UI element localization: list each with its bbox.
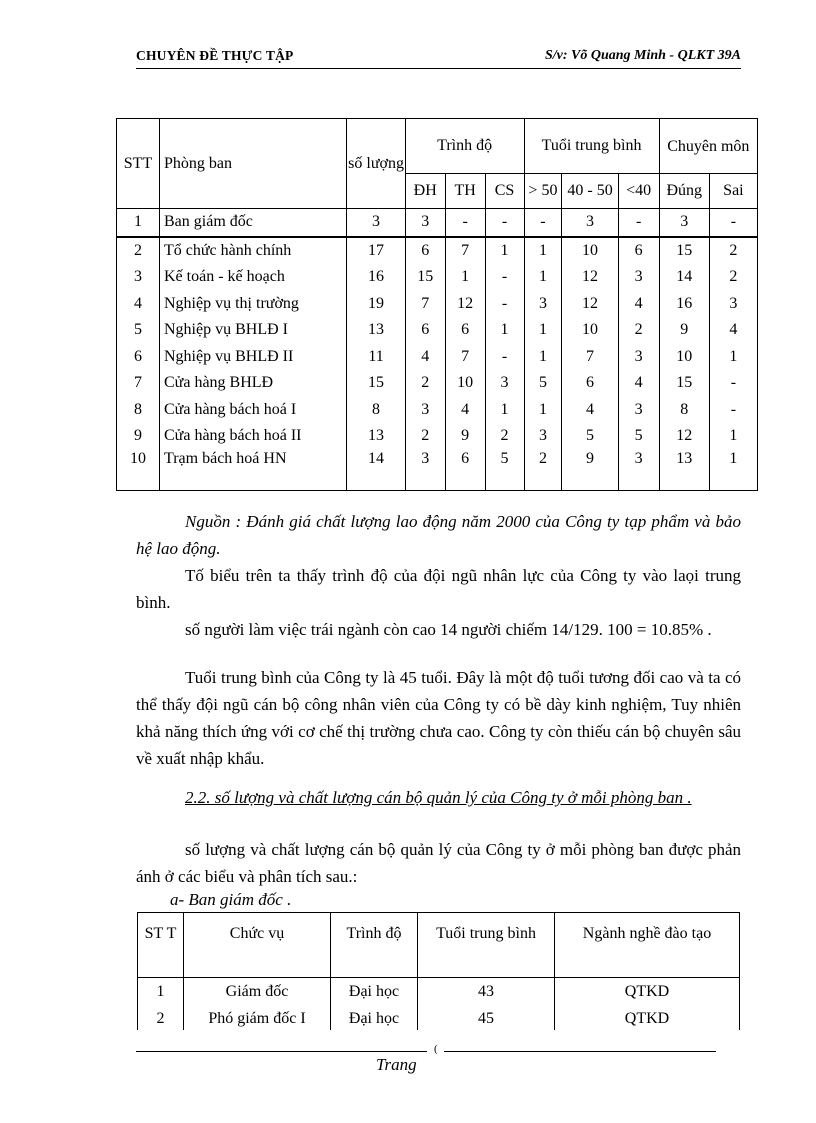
table-cell: 7 (405, 291, 445, 318)
table-cell: 12 (562, 291, 618, 318)
table-cell: 3 (405, 209, 445, 237)
table-row (117, 317, 758, 344)
table-cell: 11 (347, 344, 405, 371)
table-cell: Phó giám đốc I (184, 1005, 331, 1032)
header-trinh-do: Trình độ (405, 119, 524, 174)
table-cell: 3 (524, 291, 562, 318)
table-cell: 15 (659, 237, 709, 265)
header-sai: Sai (709, 174, 757, 209)
table-cell: 5 (117, 317, 160, 344)
table-cell: 1 (485, 397, 524, 424)
table-cell: 2 (405, 370, 445, 397)
table-cell: 6 (562, 370, 618, 397)
table-cell: 1 (524, 264, 562, 291)
table-cell: 1 (485, 317, 524, 344)
page-header (136, 48, 741, 66)
table-cell: 6 (618, 237, 659, 265)
table-cell: Đại học (331, 978, 418, 1006)
header-title: CHUYÊN ĐỀ THỰC TẬP (136, 48, 294, 63)
table-cell: 6 (117, 344, 160, 371)
staff-quality-table (116, 118, 758, 491)
table-cell: 3 (485, 370, 524, 397)
table-cell: 17 (347, 237, 405, 265)
table-cell: 3 (618, 450, 659, 491)
table-row (117, 397, 758, 424)
table-cell: 13 (347, 423, 405, 450)
table-cell: 12 (659, 423, 709, 450)
header-tuoi-tb: Tuổi trung bình (524, 119, 659, 174)
table-cell: 16 (659, 291, 709, 318)
table-cell: - (485, 209, 524, 237)
table-cell: - (485, 344, 524, 371)
header-dh: ĐH (405, 174, 445, 209)
table-row (138, 1005, 740, 1032)
table-cell: - (618, 209, 659, 237)
department-name: Nghiệp vụ BHLĐ I (160, 317, 347, 344)
table-cell: 5 (524, 370, 562, 397)
table-cell: 8 (117, 397, 160, 424)
table-cell: 7 (562, 344, 618, 371)
table-cell: 1 (524, 397, 562, 424)
table-cell: 1 (117, 209, 160, 237)
table-cell: Giám đốc (184, 978, 331, 1006)
table-row (117, 423, 758, 450)
department-name: Cửa hàng BHLĐ (160, 370, 347, 397)
table-cell: 5 (618, 423, 659, 450)
table-cell: 4 (117, 291, 160, 318)
table-row (117, 237, 758, 265)
table-cell: 13 (347, 317, 405, 344)
table-cell: 1 (445, 264, 485, 291)
table-cell: - (709, 209, 757, 237)
table-cell: 9 (659, 317, 709, 344)
department-name: Ban giám đốc (160, 209, 347, 237)
column-header: Chức vụ (184, 913, 331, 978)
table-cell: Đại học (331, 1005, 418, 1032)
table-row (117, 209, 758, 237)
header-40-50: 40 - 50 (562, 174, 618, 209)
table-cell: QTKD (555, 978, 740, 1006)
header-gt50: > 50 (524, 174, 562, 209)
table-row (117, 370, 758, 397)
paragraph-3: Tuổi trung bình của Công ty là 45 tuổi. Đây là một độ tuổi tương đối cao và ta có thể thấy đội ngũ cán bộ công nhân viên của Công ty có bề dày kinh nghiệm, Tuy nhiên khả năng thích ứng với cơ chế thị trường chưa cao. Công ty còn thiếu cán bộ chuyên sâu về xuất nhập khẩu. (136, 668, 741, 768)
column-header: Ngành nghề đào tạo (555, 913, 740, 978)
department-name: Cửa hàng bách hoá II (160, 423, 347, 450)
table-cell: 1 (485, 237, 524, 265)
table-cell: - (445, 209, 485, 237)
table-cell: 2 (618, 317, 659, 344)
table-cell: 4 (709, 317, 757, 344)
table-cell: 2 (709, 264, 757, 291)
header-so-luong: số lượng (347, 119, 405, 209)
table-cell: 43 (418, 978, 555, 1006)
table-cell: 2 (709, 237, 757, 265)
footer-mark: ( (434, 1043, 438, 1055)
department-name: Nghiệp vụ BHLĐ II (160, 344, 347, 371)
header-cs: CS (485, 174, 524, 209)
page-footer: Trang (376, 1055, 417, 1074)
table-cell: 10 (117, 450, 160, 491)
table-cell: 1 (524, 237, 562, 265)
table-cell: 14 (659, 264, 709, 291)
table-cell: 4 (405, 344, 445, 371)
table-cell: 9 (445, 423, 485, 450)
table-cell: 6 (405, 317, 445, 344)
table-cell: 4 (562, 397, 618, 424)
table-cell: 1 (524, 317, 562, 344)
table-cell: 7 (445, 344, 485, 371)
table-cell: 10 (445, 370, 485, 397)
paragraph-1: Tố biểu trên ta thấy trình độ của đội ngũ nhân lực của Công ty vào laọi trung bình. (136, 566, 741, 612)
table-cell: 8 (659, 397, 709, 424)
table-cell: 4 (618, 370, 659, 397)
table-cell: 16 (347, 264, 405, 291)
column-header: ST T (138, 913, 184, 978)
table-cell: 1 (709, 450, 757, 491)
table-row (117, 291, 758, 318)
header-rule (136, 68, 741, 69)
source-note: Nguồn : Đánh giá chất lượng lao động năm 2000 của Công ty tạp phẩm và bảo hệ lao động. (136, 512, 741, 558)
table-cell: 14 (347, 450, 405, 491)
department-name: Nghiệp vụ thị trường (160, 291, 347, 318)
table-row (117, 450, 758, 491)
column-header: Tuổi trung bình (418, 913, 555, 978)
table-cell: 10 (659, 344, 709, 371)
table-cell: 3 (709, 291, 757, 318)
department-name: Trạm bách hoá HN (160, 450, 347, 491)
table-cell: 1 (524, 344, 562, 371)
department-name: Tổ chức hành chính (160, 237, 347, 265)
table-cell: 19 (347, 291, 405, 318)
section-heading (136, 786, 741, 809)
header-th: TH (445, 174, 485, 209)
management-table (137, 912, 740, 1038)
table-row (138, 978, 740, 1006)
table-cell: 4 (445, 397, 485, 424)
page-cut (0, 1030, 816, 1050)
table-cell: 9 (562, 450, 618, 491)
table-cell: 12 (562, 264, 618, 291)
table-cell: 1 (709, 423, 757, 450)
table-cell: 7 (117, 370, 160, 397)
table-cell: 1 (709, 344, 757, 371)
column-header: Trình độ (331, 913, 418, 978)
table-cell: 8 (347, 397, 405, 424)
table-cell: 1 (138, 978, 184, 1006)
table-cell: 4 (618, 291, 659, 318)
table-cell: 12 (445, 291, 485, 318)
table-row (117, 344, 758, 371)
table-cell: 5 (485, 450, 524, 491)
header-phong-ban: Phòng ban (160, 119, 347, 209)
table-cell: 3 (659, 209, 709, 237)
table-cell: 3 (405, 397, 445, 424)
footer-rule-left (136, 1051, 427, 1052)
department-name: Kế toán - kế hoạch (160, 264, 347, 291)
sub-heading: a- Ban giám đốc . (170, 890, 292, 909)
table-cell: 3 (618, 397, 659, 424)
table-cell: 2 (138, 1005, 184, 1032)
table-cell: 2 (524, 450, 562, 491)
table-cell: 3 (618, 264, 659, 291)
table-cell: 6 (405, 237, 445, 265)
header-lt40: <40 (618, 174, 659, 209)
footer-rule-right (444, 1051, 716, 1052)
table-cell: 15 (405, 264, 445, 291)
table-row (117, 264, 758, 291)
header-stt: STT (117, 119, 160, 209)
table-cell: 6 (445, 317, 485, 344)
table-cell: - (485, 264, 524, 291)
table-cell: 3 (562, 209, 618, 237)
table-cell: 2 (485, 423, 524, 450)
table-cell: 45 (418, 1005, 555, 1032)
table-cell: - (709, 370, 757, 397)
section-heading-text: 2.2. số lượng và chất lượng cán bộ quản lý của Công ty ở mỗi phòng ban . (185, 788, 692, 807)
table-cell: 10 (562, 317, 618, 344)
table-cell: 6 (445, 450, 485, 491)
table-cell: 3 (117, 264, 160, 291)
table-cell: 10 (562, 237, 618, 265)
table-cell: 3 (405, 450, 445, 491)
header-chuyen-mon: Chuyên môn (659, 119, 757, 174)
table-cell: - (524, 209, 562, 237)
paragraph-2: số người làm việc trái ngành còn cao 14 người chiếm 14/129. 100 = 10.85% . (185, 620, 712, 639)
table-cell: 13 (659, 450, 709, 491)
table-cell: 7 (445, 237, 485, 265)
table-cell: QTKD (555, 1005, 740, 1032)
table-cell: 2 (117, 237, 160, 265)
table-cell: 15 (659, 370, 709, 397)
table-cell: 9 (117, 423, 160, 450)
table-cell: - (485, 291, 524, 318)
paragraph-4: số lượng và chất lượng cán bộ quản lý của Công ty ở mỗi phòng ban được phản ánh ở các biểu và phân tích sau.: (136, 840, 741, 886)
header-dung: Đúng (659, 174, 709, 209)
department-name: Cửa hàng bách hoá I (160, 397, 347, 424)
table-cell: 3 (524, 423, 562, 450)
table-cell: - (709, 397, 757, 424)
table-cell: 2 (405, 423, 445, 450)
table-cell: 3 (618, 344, 659, 371)
table-cell: 15 (347, 370, 405, 397)
table-cell: 3 (347, 209, 405, 237)
header-author: S/v: Võ Quang Minh - QLKT 39A (544, 48, 741, 63)
table-cell: 5 (562, 423, 618, 450)
